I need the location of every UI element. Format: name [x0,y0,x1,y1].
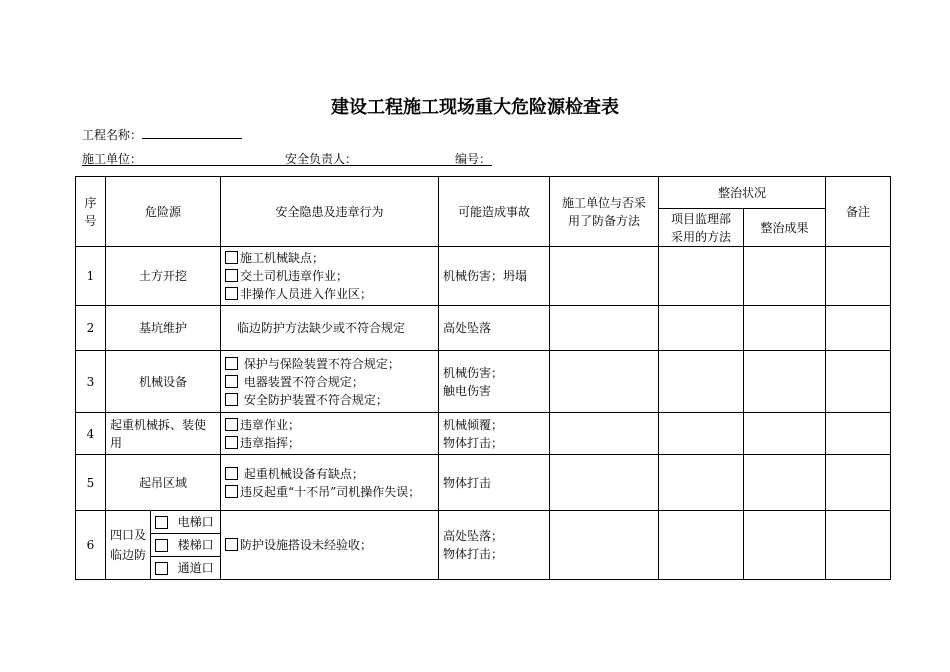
checkbox-item[interactable]: 交土司机违章作业； [225,267,434,285]
header-prevention: 施工单位与否采 用了防备方法 [550,177,659,247]
row-method-cell[interactable] [659,351,744,413]
checkbox-icon [225,485,238,498]
row-prevention-cell[interactable] [550,351,659,413]
row-accident: 机械倾覆； 物体打击； [439,413,550,455]
sub-item[interactable]: 电梯口 [151,511,220,534]
header-hidden-danger: 安全隐患及违章行为 [221,177,439,247]
row-result-cell[interactable] [744,413,826,455]
row-hazard-group [106,511,221,580]
row-hazard: 起吊区域 [106,455,221,511]
row-seq: 3 [76,351,106,413]
checkbox-icon [225,375,238,388]
checkbox-item[interactable]: 施工机械缺点； [225,249,434,267]
row-note-cell[interactable] [826,455,891,511]
checkbox-item[interactable]: 保护与保险装置不符合规定； [225,355,434,373]
checkbox-icon [225,467,238,480]
checkbox-icon [155,539,168,552]
row-accident: 高处坠落； 物体打击； [439,511,550,580]
row-hazard: 起重机械拆、装使用 [106,413,221,455]
row-accident: 物体打击 [439,455,550,511]
row-seq: 4 [76,413,106,455]
header-result: 整治成果 [744,209,826,247]
row-note-cell[interactable] [826,306,891,351]
row-items [221,511,439,580]
header-accident: 可能造成事故 [439,177,550,247]
header-rectify: 整治状况 [659,177,826,209]
checkbox-icon [155,562,168,575]
row-items: 临边防护方法缺少或不符合规定 [221,306,439,351]
row-note-cell[interactable] [826,247,891,306]
row-result-cell[interactable] [744,351,826,413]
safety-person-field[interactable] [285,150,357,167]
sub-item[interactable]: 通道口 [151,557,220,579]
checkbox-item[interactable]: 违章作业； [225,416,434,434]
row-hazard: 四口及临边防 [106,511,151,579]
row-result-cell[interactable] [744,306,826,351]
number-label: 编号： [455,152,492,166]
checkbox-item[interactable]: 安全防护装置不符合规定； [225,391,434,409]
checkbox-item[interactable]: 非操作人员进入作业区； [225,285,434,303]
hazard-check-table [75,176,891,580]
checkbox-icon [225,538,238,551]
row-seq: 2 [76,306,106,351]
row-method-cell[interactable] [659,455,744,511]
table-row [76,247,891,306]
checkbox-icon [155,516,168,529]
checkbox-item[interactable]: 违章指挥； [225,434,434,452]
row-note-cell[interactable] [826,511,891,580]
header-hazard: 危险源 [106,177,221,247]
row-method-cell[interactable] [659,511,744,580]
row-prevention-cell[interactable] [550,306,659,351]
row-note-cell[interactable] [826,413,891,455]
row-items [221,455,439,511]
row-hazard: 土方开挖 [106,247,221,306]
page-title: 建设工程施工现场重大危险源检查表 [331,97,619,118]
table-row [76,351,891,413]
row-items [221,351,439,413]
checkbox-icon [225,436,238,449]
row-method-cell[interactable] [659,413,744,455]
row-seq: 1 [76,247,106,306]
row-method-cell[interactable] [659,247,744,306]
row-prevention-cell[interactable] [550,511,659,580]
checkbox-icon [225,287,238,300]
row-result-cell[interactable] [744,455,826,511]
number-field[interactable] [455,150,491,167]
row-note-cell[interactable] [826,351,891,413]
row-accident: 机械伤害； 触电伤害 [439,351,550,413]
row-accident: 高处坠落 [439,306,550,351]
table-row [76,306,891,351]
checkbox-item[interactable]: 电器装置不符合规定； [225,373,434,391]
checkbox-item[interactable]: 防护设施搭设未经验收； [225,536,434,554]
row-seq: 6 [76,511,106,580]
row-prevention-cell[interactable] [550,247,659,306]
header-note: 备注 [826,177,891,247]
construction-unit-field[interactable] [82,150,142,167]
row-accident: 机械伤害；坍塌 [439,247,550,306]
row-result-cell[interactable] [744,511,826,580]
row-result-cell[interactable] [744,247,826,306]
header-seq: 序 号 [76,177,106,247]
construction-unit-text: 施工单位： [82,152,143,166]
row-prevention-cell[interactable] [550,455,659,511]
row-prevention-cell[interactable] [550,413,659,455]
row-seq: 5 [76,455,106,511]
table-row [76,413,891,455]
table-row [76,455,891,511]
table-row [76,511,891,580]
row-hazard: 机械设备 [106,351,221,413]
checkbox-icon [225,418,238,431]
row-items [221,247,439,306]
checkbox-item[interactable]: 违反起重“十不吊”司机操作失误； [225,483,434,501]
row-items [221,413,439,455]
checkbox-icon [225,269,238,282]
checkbox-icon [225,357,238,370]
sub-item[interactable]: 楼梯口 [151,534,220,557]
project-name-field[interactable] [82,126,242,143]
checkbox-icon [225,251,238,264]
row-method-cell[interactable] [659,306,744,351]
project-name-line [142,126,242,139]
row-hazard: 基坑维护 [106,306,221,351]
project-name-label: 工程名称： [82,128,143,142]
checkbox-icon [225,393,238,406]
checkbox-item[interactable]: 起重机械设备有缺点； [225,465,434,483]
header-method: 项目监理部 采用的方法 [659,209,744,247]
safety-person-label: 安全负责人： [285,152,358,166]
